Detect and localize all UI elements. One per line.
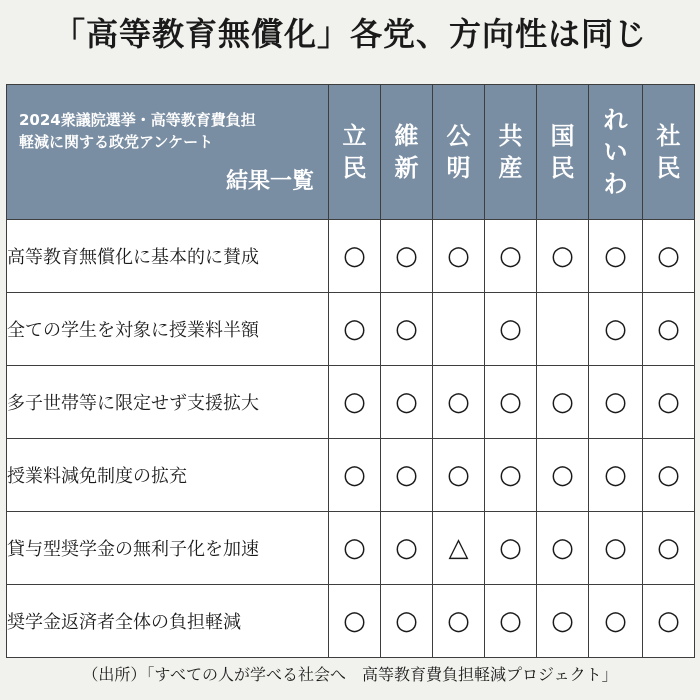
table-row (7, 512, 695, 585)
answer-mark: ○ (643, 439, 695, 512)
survey-title-line-1: 2024衆議院選挙・高等教育費負担 (19, 111, 256, 129)
answer-mark: ○ (643, 512, 695, 585)
table-row (7, 585, 695, 658)
policy-item: 全ての学生を対象に授業料半額 (7, 293, 329, 366)
answer-mark: ○ (485, 293, 537, 366)
party-name: 公明 (446, 122, 471, 182)
answer-mark: ○ (329, 439, 381, 512)
answer-mark (537, 293, 589, 366)
answer-mark: ○ (589, 366, 643, 439)
answer-mark: ○ (329, 366, 381, 439)
survey-title-line-2: 軽減に関する政党アンケート (19, 133, 214, 151)
party-name: 社民 (656, 122, 681, 182)
answer-mark: ○ (381, 366, 433, 439)
page-title: 「高等教育無償化」各党、方向性は同じ (52, 15, 647, 53)
party-name: 維新 (394, 122, 419, 182)
answer-mark: ○ (329, 512, 381, 585)
survey-result-label: 結果一覧 (225, 169, 314, 194)
answer-mark: ○ (537, 585, 589, 658)
party-name: 国民 (550, 122, 575, 182)
answer-mark: ○ (589, 585, 643, 658)
answer-mark: ○ (433, 366, 485, 439)
policy-item: 奨学金返済者全体の負担軽減 (7, 585, 329, 658)
table-row (7, 293, 695, 366)
party-name: 立民 (342, 122, 367, 182)
answer-mark: ○ (381, 512, 433, 585)
survey-results-table (6, 84, 695, 658)
policy-item: 多子世帯等に限定せず支援拡大 (7, 366, 329, 439)
table-row (7, 439, 695, 512)
party-name: れいわ (603, 106, 628, 198)
answer-mark: ○ (381, 293, 433, 366)
answer-mark: ○ (381, 220, 433, 293)
answer-mark: ○ (643, 585, 695, 658)
policy-item: 貸与型奨学金の無利子化を加速 (7, 512, 329, 585)
answer-mark: ○ (537, 220, 589, 293)
party-header-ishin (381, 85, 433, 220)
answer-mark: △ (433, 512, 485, 585)
answer-mark: ○ (537, 512, 589, 585)
source-note: （出所）「すべての人が学べる社会へ 高等教育費負担軽減プロジェクト」 (82, 665, 618, 684)
answer-mark: ○ (433, 439, 485, 512)
answer-mark: ○ (485, 439, 537, 512)
answer-mark: ○ (537, 366, 589, 439)
party-header-shamin (643, 85, 695, 220)
answer-mark: ○ (589, 220, 643, 293)
table-row (7, 220, 695, 293)
header-row (7, 85, 695, 220)
table-row (7, 366, 695, 439)
answer-mark: ○ (643, 293, 695, 366)
answer-mark: ○ (329, 585, 381, 658)
answer-mark: ○ (537, 439, 589, 512)
answer-mark: ○ (589, 512, 643, 585)
answer-mark: ○ (381, 439, 433, 512)
answer-mark: ○ (329, 220, 381, 293)
policy-item: 高等教育無償化に基本的に賛成 (7, 220, 329, 293)
answer-mark: ○ (381, 585, 433, 658)
answer-mark (433, 293, 485, 366)
answer-mark: ○ (589, 439, 643, 512)
answer-mark: ○ (589, 293, 643, 366)
party-header-rikken (329, 85, 381, 220)
party-header-kyosan (485, 85, 537, 220)
answer-mark: ○ (329, 293, 381, 366)
answer-mark: ○ (485, 585, 537, 658)
answer-mark: ○ (433, 220, 485, 293)
party-name: 共産 (498, 122, 523, 182)
party-header-komei (433, 85, 485, 220)
answer-mark: ○ (643, 366, 695, 439)
policy-item: 授業料減免制度の拡充 (7, 439, 329, 512)
answer-mark: ○ (485, 366, 537, 439)
party-header-kokumin (537, 85, 589, 220)
answer-mark: ○ (485, 220, 537, 293)
answer-mark: ○ (485, 512, 537, 585)
survey-header-cell (7, 85, 329, 220)
party-header-reiwa (589, 85, 643, 220)
answer-mark: ○ (643, 220, 695, 293)
answer-mark: ○ (433, 585, 485, 658)
